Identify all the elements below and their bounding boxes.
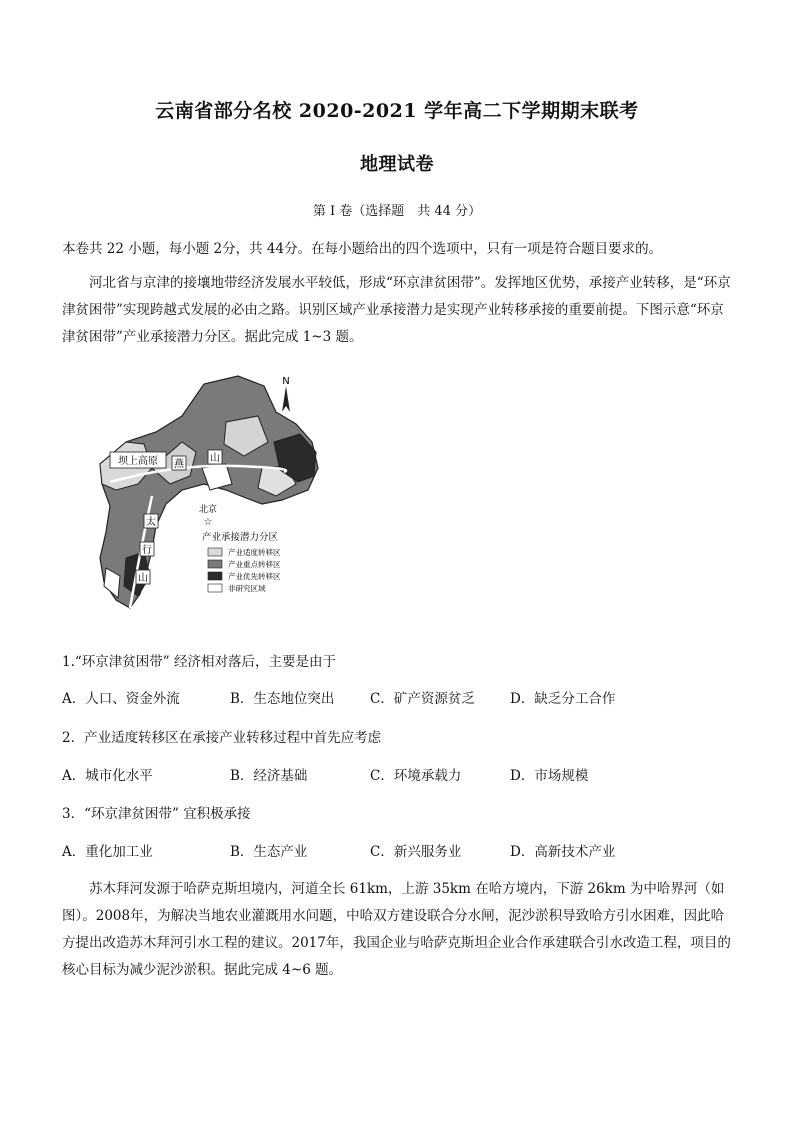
taihang-char-1: 太 [146,517,156,528]
legend-label-moderate: 产业适度转移区 [228,548,281,557]
q3-option-b: B．生态产业 [230,844,308,860]
legend-swatch-key [208,560,222,568]
legend-swatch-priority [208,572,222,580]
q2-option-a: A．城市化水平 [62,768,153,784]
legend-label-priority: 产业优先转移区 [228,572,281,581]
question-1-stem: 1.“环京津贫困带” 经济相对落后，主要是由于 [62,654,336,670]
taihang-char-2: 行 [142,545,152,556]
passage-2: 苏木拜河发源于哈萨克斯坦境内，河道全长 61km，上游 35km 在哈方境内，下游 26km 为中哈界河（如图）。2008年，为解决当地农业灌溉用水问题，中哈双方建设联合分水闸，泥沙淤积导致哈方引水困难，因此哈方提出改造苏木拜河引水工程的建议。2017年，我国企业与哈萨克斯坦企业合作承建联合引水改造工程，项目的核心目标为减少泥沙淤积。据此完成 4~6 题。 [62,881,731,978]
q1-option-a: A．人口、资金外流 [62,691,180,707]
q3-option-c: C．新兴服务业 [370,844,462,860]
section-heading: 第 I 卷（选择题 共 44 分） [312,204,482,219]
legend-swatch-moderate [208,548,222,556]
passage-1: 河北省与京津的接壤地带经济发展水平较低，形成“环京津贫困带”。发挥地区优势，承接产业转移，是“环京津贫困带”实现跨越式发展的必由之路。识别区域产业承接潜力是实现产业转移承接的重要前提。下图示意“环京津贫困带”产业承接潜力分区。据此完成 1~3 题。 [62,275,731,345]
instructions: 本卷共 22 小题，每小题 2分，共 44分。在每小题给出的四个选项中，只有一项是符合题目要求的。 [62,241,663,257]
legend-label-nonstudy: 非研究区域 [228,584,266,593]
q1-option-d: D．缺乏分工合作 [510,691,616,707]
industry-zone-map [86,372,342,628]
map-figure [86,372,342,628]
plateau-label: 坝上高原 [118,456,158,467]
q2-option-d: D．市场规模 [510,768,589,784]
north-label: N [282,376,290,387]
legend-swatch-nonstudy [208,584,222,592]
q2-option-b: B．经济基础 [230,768,308,784]
beijing-label: 北京 [198,505,218,515]
question-1-options [62,687,742,707]
question-3-stem: 3．“环京津贫困带” 宜积极承接 [62,806,251,822]
q1-option-c: C．矿产资源贫乏 [370,691,475,707]
q1-option-b: B．生态地位突出 [230,691,335,707]
question-2-stem: 2．产业适度转移区在承接产业转移过程中首先应考虑 [62,730,382,746]
beijing-star-icon: ☆ [203,517,213,528]
q2-option-c: C．环境承载力 [370,768,462,784]
exam-title: 云南省部分名校 2020-2021 学年高二下学期期末联考 [155,100,639,122]
question-2-options [62,764,742,784]
yan-char-2: 山 [210,453,220,464]
legend-title: 产业承接潜力分区 [202,532,279,543]
map-legend [202,531,281,593]
yan-char-1: 燕 [174,459,184,470]
taihang-char-3: 山 [138,573,148,584]
q3-option-d: D．高新技术产业 [510,844,616,860]
legend-label-key: 产业重点转移区 [228,560,281,569]
question-3-options [62,840,742,860]
north-arrow-icon [282,376,290,412]
exam-subtitle: 地理试卷 [360,154,434,175]
q3-option-a: A．重化加工业 [62,844,153,860]
